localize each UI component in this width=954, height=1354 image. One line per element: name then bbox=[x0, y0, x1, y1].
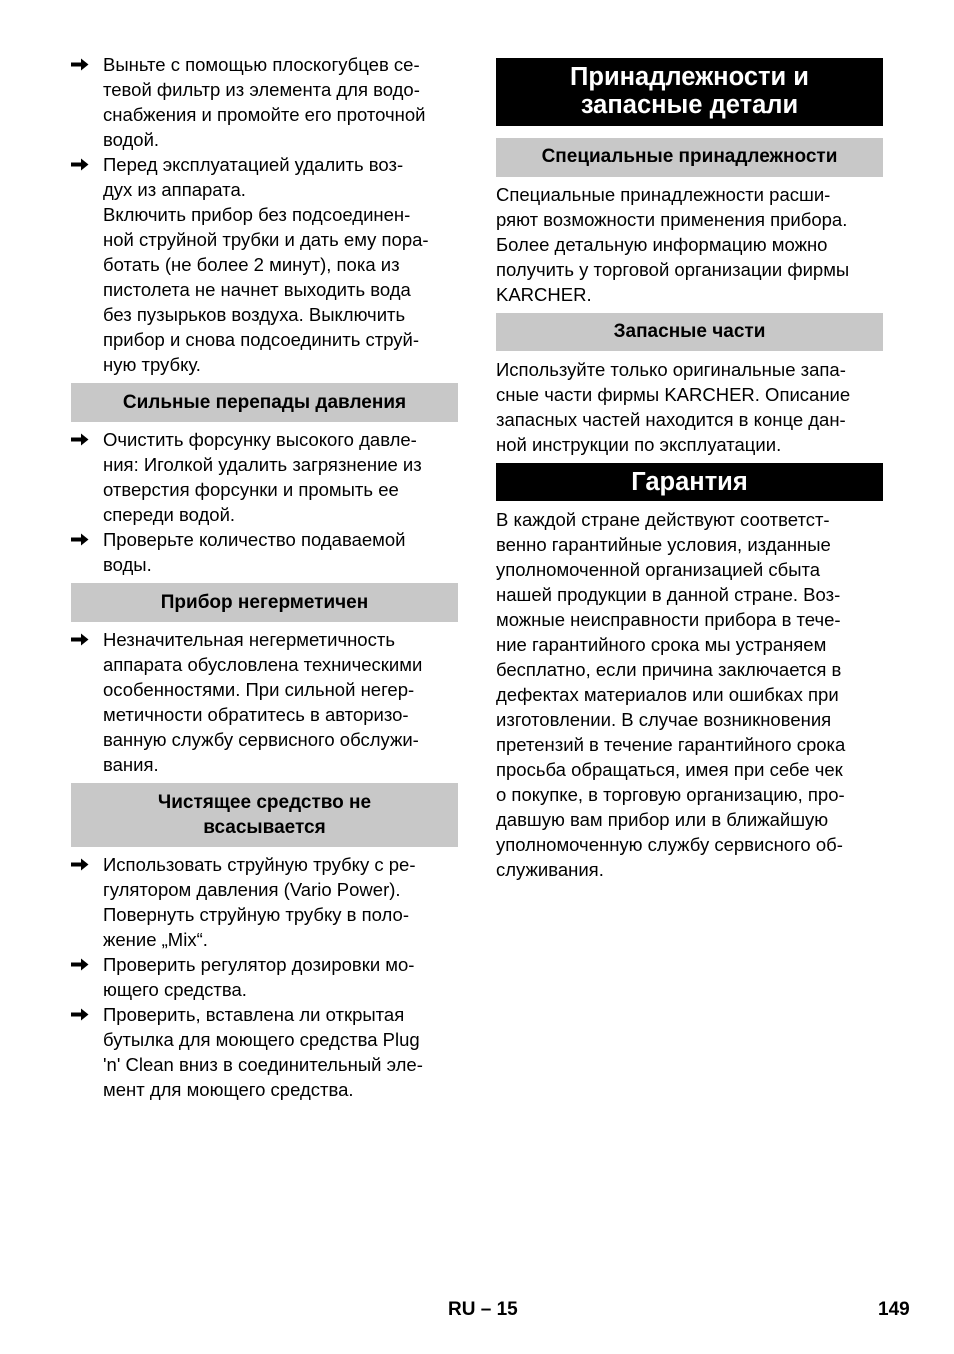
text-line: ной струйной трубки и дать ему пора- bbox=[103, 229, 429, 250]
text-line: венно гарантийные условия, изданные bbox=[496, 534, 831, 555]
main-heading-text: Принадлежности и bbox=[570, 63, 809, 91]
text-line: Проверить, вставлена ли открытая bbox=[103, 1004, 405, 1025]
text-line: снабжения и промойте его проточной bbox=[103, 104, 426, 125]
text-line: претензий в течение гарантийного срока bbox=[496, 734, 846, 755]
arrow-right-icon bbox=[71, 427, 95, 452]
text-line: ванную службу сервисного обслужи- bbox=[103, 729, 419, 750]
text-line: Перед эксплуатацией удалить воз- bbox=[103, 154, 404, 175]
text-line: получить у торговой организации фирмы bbox=[496, 259, 850, 280]
text-line: пистолета не начнет выходить вода bbox=[103, 279, 411, 300]
text-line: бесплатно, если причина заключается в bbox=[496, 659, 842, 680]
text-line: Более детальную информацию можно bbox=[496, 234, 828, 255]
text-line: Специальные принадлежности расши- bbox=[496, 184, 831, 205]
text-line: ную трубку. bbox=[103, 354, 201, 375]
text-line: бутылка для моющего средства Plug bbox=[103, 1029, 420, 1050]
text-line: прибор и снова подсоединить струй- bbox=[103, 329, 420, 350]
arrow-right-icon bbox=[71, 952, 95, 977]
text-line: дух из аппарата. bbox=[103, 179, 246, 200]
text-line: особенностями. При сильной негер- bbox=[103, 679, 415, 700]
text-line: мент для моющего средства. bbox=[103, 1079, 354, 1100]
text-line: давшую вам прибор или в ближайшую bbox=[496, 809, 829, 830]
section-heading-text: всасывается bbox=[203, 817, 326, 838]
arrow-right-icon bbox=[71, 152, 95, 177]
text-line: аппарата обусловлена техническими bbox=[103, 654, 423, 675]
section-heading-detergent bbox=[71, 783, 458, 847]
text-line: нашей продукции в данной стране. Воз- bbox=[496, 584, 841, 605]
text-line: Очистить форсунку высокого давле- bbox=[103, 429, 417, 450]
section-heading-text: Специальные принадлежности bbox=[541, 146, 838, 167]
text-line: Повернуть струйную трубку в поло- bbox=[103, 904, 409, 925]
arrow-right-icon bbox=[71, 527, 95, 552]
text-line: KARCHER. bbox=[496, 284, 592, 305]
text-line: служивания. bbox=[496, 859, 604, 880]
text-line: ной инструкции по эксплуатации. bbox=[496, 434, 782, 455]
text-line: о покупке, в торговую организацию, про- bbox=[496, 784, 845, 805]
text-line: уполномоченную службу сервисного об- bbox=[496, 834, 843, 855]
text-line: Использовать струйную трубку с ре- bbox=[103, 854, 416, 875]
text-line: без пузырьков воздуха. Выключить bbox=[103, 304, 406, 325]
text-line: ющего средства. bbox=[103, 979, 247, 1000]
text-line: отверстия форсунки и промыть ее bbox=[103, 479, 399, 500]
text-line: ботать (не более 2 минут), пока из bbox=[103, 254, 400, 275]
main-heading-text: Гарантия bbox=[631, 468, 748, 496]
text-line: воды. bbox=[103, 554, 152, 575]
section-heading-leak bbox=[71, 583, 458, 622]
main-heading-accessories bbox=[496, 58, 883, 126]
arrow-right-icon bbox=[71, 627, 95, 652]
text-line: Выньте с помощью плоскогубцев се- bbox=[103, 54, 420, 75]
text-line: Незначительная негерметичность bbox=[103, 629, 395, 650]
main-heading-warranty bbox=[496, 463, 883, 501]
main-heading-text: запасные детали bbox=[580, 91, 799, 119]
section-heading-text: Прибор негерметичен bbox=[160, 592, 369, 613]
text-line: метичности обратитесь в авторизо- bbox=[103, 704, 409, 725]
footer-section-label: RU – 15 bbox=[448, 1299, 518, 1320]
text-line: тевой фильтр из элемента для водо- bbox=[103, 79, 420, 100]
text-line: запасных частей находится в конце дан- bbox=[496, 409, 846, 430]
text-line: ния: Иголкой удалить загрязнение из bbox=[103, 454, 422, 475]
arrow-right-icon bbox=[71, 852, 95, 877]
text-line: сные части фирмы KARCHER. Описание bbox=[496, 384, 851, 405]
text-line: вания. bbox=[103, 754, 159, 775]
section-heading-text: Сильные перепады давления bbox=[122, 392, 407, 413]
text-line: гулятором давления (Vario Power). bbox=[103, 879, 401, 900]
text-line: 'n' Clean вниз в соединительный эле- bbox=[103, 1054, 423, 1075]
page-number: 149 bbox=[878, 1299, 910, 1320]
text-line: водой. bbox=[103, 129, 160, 150]
text-line: Проверьте количество подаваемой bbox=[103, 529, 406, 550]
text-line: ние гарантийного срока мы устраняем bbox=[496, 634, 827, 655]
text-line: просьба обращаться, имея при себе чек bbox=[496, 759, 843, 780]
text-line: Проверить регулятор дозировки мо- bbox=[103, 954, 415, 975]
text-line: жение „Mix“. bbox=[103, 929, 208, 950]
text-line: уполномоченной организацией сбыта bbox=[496, 559, 821, 580]
section-heading-spare-parts bbox=[496, 313, 883, 351]
arrow-right-icon bbox=[71, 52, 95, 77]
section-heading-text: Запасные части bbox=[613, 321, 766, 342]
text-line: ряют возможности применения прибора. bbox=[496, 209, 848, 230]
text-line: изготовлении. В случае возникновения bbox=[496, 709, 832, 730]
text-line: можные неисправности прибора в тече- bbox=[496, 609, 841, 630]
text-line: Используйте только оригинальные запа- bbox=[496, 359, 846, 380]
section-heading-pressure bbox=[71, 383, 458, 422]
section-heading-text: Чистящее средство не bbox=[157, 792, 372, 813]
text-line: дефектах материалов или ошибках при bbox=[496, 684, 839, 705]
text-line: Включить прибор без подсоединен- bbox=[103, 204, 411, 225]
arrow-right-icon bbox=[71, 1002, 95, 1027]
section-heading-special bbox=[496, 138, 883, 177]
text-line: В каждой стране действуют соответст- bbox=[496, 509, 830, 530]
text-line: спереди водой. bbox=[103, 504, 236, 525]
